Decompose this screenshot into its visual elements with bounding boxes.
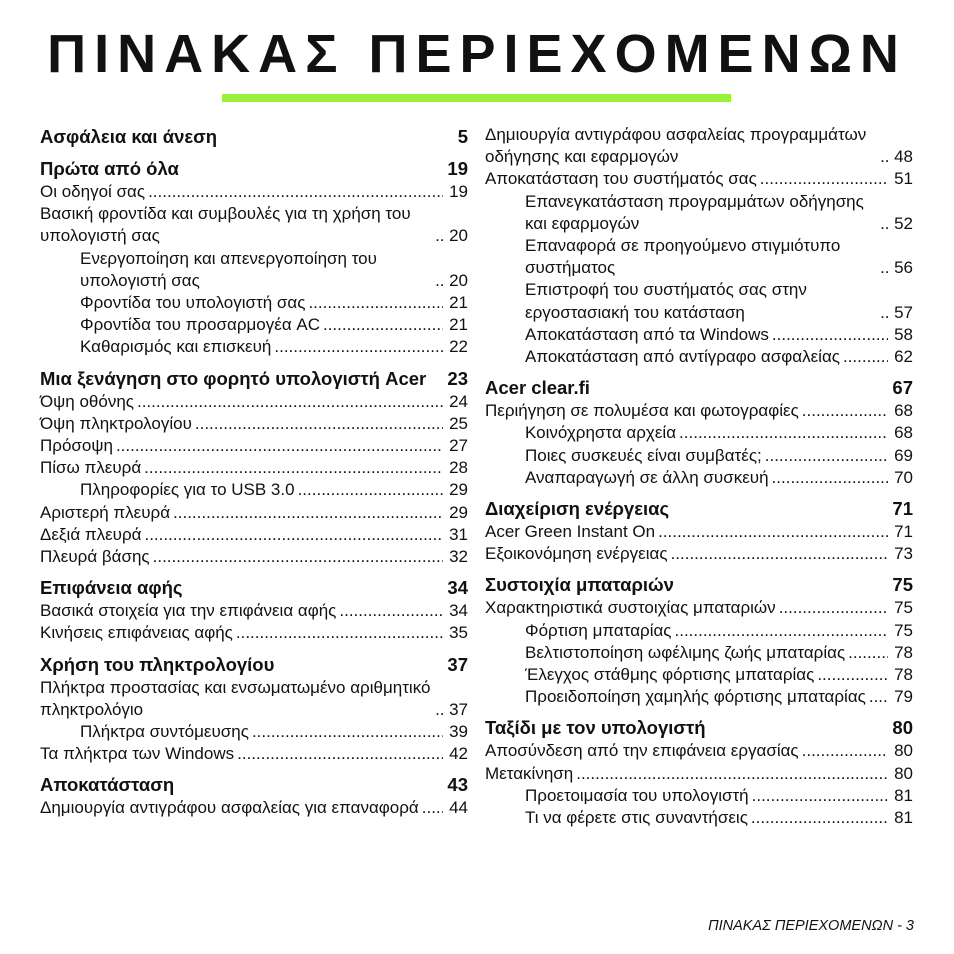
toc-right-column	[485, 124, 913, 829]
toc-entry-title: Αποσύνδεση από την επιφάνεια εργασίας	[485, 741, 799, 761]
toc-entry-title: Πληροφορίες για το USB 3.0	[80, 480, 295, 500]
toc-entry-title: Τα πλήκτρα των Windows	[40, 744, 235, 764]
toc-section-heading[interactable]	[40, 124, 468, 149]
dot-leader	[144, 457, 443, 479]
dot-leader	[148, 181, 443, 203]
toc-entry[interactable]	[485, 521, 913, 543]
toc-page-number: 80	[892, 717, 913, 739]
toc-page-number: 79	[894, 687, 913, 707]
toc-entry-title: Οι οδηγοί σας	[40, 182, 146, 201]
toc-entry[interactable]	[40, 622, 468, 644]
dot-leader	[802, 400, 888, 422]
toc-entry-title: Πρόσοψη	[40, 436, 113, 456]
dot-leader	[298, 479, 444, 501]
toc-entry[interactable]	[40, 248, 468, 292]
dot-leader	[435, 225, 443, 247]
toc-entry-title: Αποκατάσταση από τα Windows	[525, 324, 769, 344]
toc-entry-title: Επιστροφή του συστήματός σας στην εργοστασιακή του κατάσταση	[525, 280, 807, 322]
toc-page-number: 22	[449, 337, 468, 357]
toc-entry[interactable]	[40, 797, 468, 819]
toc-entry-title: Κινήσεις επιφάνειας αφής	[40, 623, 233, 643]
toc-page-number: 34	[449, 601, 468, 621]
dot-leader	[765, 445, 888, 467]
toc-entry[interactable]	[40, 413, 468, 435]
toc-entry[interactable]	[40, 203, 468, 247]
toc-page-number: 68	[894, 401, 913, 421]
toc-page-number: 20	[449, 226, 468, 246]
toc-page-number: 51	[894, 169, 913, 189]
toc-entry[interactable]	[485, 279, 913, 323]
toc-entry-title: Πλευρά βάσης	[40, 547, 150, 567]
toc-entry[interactable]	[40, 391, 468, 413]
toc-entry-title: Πρώτα από όλα	[40, 158, 179, 179]
toc-entry[interactable]	[485, 324, 913, 346]
toc-page-number: 43	[447, 774, 468, 796]
toc-entry[interactable]	[485, 346, 913, 368]
toc-page-number: 71	[892, 498, 913, 520]
toc-page-number: 28	[449, 458, 468, 478]
dot-leader	[274, 336, 443, 358]
toc-entry-title: Έλεγχος στάθμης φόρτισης μπαταρίας	[525, 665, 815, 685]
dot-leader	[252, 721, 443, 743]
toc-page-number: 48	[894, 147, 913, 167]
toc-entry-title: Βασική φροντίδα και συμβουλές για τη χρήση του υπολογιστή σας	[40, 204, 411, 246]
toc-entry[interactable]	[40, 546, 468, 568]
toc-page-number: 52	[894, 213, 913, 233]
toc-entry[interactable]	[485, 763, 913, 785]
toc-page-number: 32	[449, 547, 468, 567]
toc-page-number: 78	[894, 665, 913, 685]
dot-leader	[779, 597, 888, 619]
toc-entry-title: Προετοιμασία του υπολογιστή	[525, 785, 749, 805]
toc-entry-title: Acer clear.fi	[485, 377, 590, 399]
toc-entry[interactable]	[485, 422, 913, 444]
toc-entry-title: Αποκατάσταση	[40, 774, 175, 796]
toc-page-number: 70	[894, 467, 913, 487]
dot-leader	[772, 467, 889, 489]
toc-page-number: 19	[449, 182, 468, 201]
dot-leader	[752, 785, 888, 807]
toc-page-number: 21	[449, 293, 468, 313]
dot-leader	[760, 168, 888, 190]
toc-page-number: 75	[892, 574, 913, 596]
toc-page-number: 80	[894, 763, 913, 783]
toc-entry[interactable]	[485, 597, 913, 619]
toc-entry-title: Ταξίδι με τον υπολογιστή	[485, 717, 706, 739]
toc-entry[interactable]	[485, 664, 913, 686]
toc-entry[interactable]	[40, 677, 468, 721]
toc-page-number: 19	[447, 158, 468, 179]
toc-entry[interactable]	[40, 524, 468, 546]
toc-entry-title: Φροντίδα του προσαρμογέα AC	[80, 315, 320, 335]
page-title: ΠΙΝΑΚΑΣ ΠΕΡΙΕΧΟΜΕΝΩΝ	[47, 24, 907, 84]
toc-page-number: 23	[447, 367, 468, 389]
dot-leader	[339, 600, 443, 622]
toc-entry[interactable]	[485, 124, 913, 168]
toc-page-number: 57	[894, 302, 913, 322]
toc-entry-title: Βασικά στοιχεία για την επιφάνεια αφής	[40, 601, 337, 621]
toc-section-heading[interactable]	[485, 375, 913, 400]
toc-page-number: 75	[894, 620, 913, 640]
dot-leader	[435, 699, 443, 721]
toc-page-number: 24	[449, 391, 468, 411]
toc-entry[interactable]	[40, 336, 468, 358]
toc-page-number: 42	[449, 744, 468, 764]
dot-leader	[802, 740, 888, 762]
toc-entry-title: Επιφάνεια αφής	[40, 577, 183, 599]
dot-leader	[880, 257, 888, 279]
toc-entry-title: Ποιες συσκευές είναι συμβατές;	[525, 445, 762, 465]
dot-leader	[679, 422, 888, 444]
toc-page-number: 71	[894, 522, 913, 542]
toc-page-number: 31	[449, 524, 468, 544]
dot-leader	[843, 346, 888, 368]
dot-leader	[153, 546, 443, 568]
toc-entry-title: Μετακίνηση	[485, 763, 574, 783]
toc-section-heading[interactable]	[40, 772, 468, 797]
toc-page-number: 81	[894, 808, 913, 828]
toc-entry-title: Ενεργοποίηση και απενεργοποίηση του υπολογιστή σας	[80, 248, 377, 290]
dot-leader	[675, 620, 889, 642]
toc-page-number: 39	[449, 722, 468, 742]
toc-entry-title: Όψη πληκτρολογίου	[40, 413, 192, 433]
toc-entry-title: Δεξιά πλευρά	[40, 524, 142, 544]
toc-entry[interactable]	[40, 435, 468, 457]
toc-entry[interactable]	[485, 445, 913, 467]
toc-page-number: 75	[894, 598, 913, 618]
dot-leader	[195, 413, 443, 435]
page-footer: ΠΙΝΑΚΑΣ ΠΕΡΙΕΧΟΜΕΝΩΝ - 3	[708, 918, 914, 934]
toc-entry[interactable]	[485, 543, 913, 565]
toc-entry-title: Ασφάλεια και άνεση	[40, 126, 218, 147]
toc-entry-title: Μια ξενάγηση στο φορητό υπολογιστή Acer	[40, 367, 427, 389]
toc-page-number: 20	[449, 270, 468, 290]
toc-entry-title: Αποκατάσταση από αντίγραφο ασφαλείας	[525, 347, 840, 367]
toc-entry-title: Εξοικονόμηση ενέργειας	[485, 544, 668, 564]
toc-entry-title: Φροντίδα του υπολογιστή σας	[80, 293, 306, 313]
toc-entry[interactable]	[485, 235, 913, 279]
toc-section-heading[interactable]	[40, 575, 468, 600]
dot-leader	[323, 314, 443, 336]
toc-page-number: 29	[449, 502, 468, 522]
toc-entry-title: Αποκατάσταση του συστήματός σας	[485, 169, 757, 189]
toc-entry[interactable]	[485, 191, 913, 235]
toc-entry-title: Βελτιστοποίηση ωφέλιμης ζωής μπαταρίας	[525, 642, 846, 662]
toc-entry[interactable]	[40, 457, 468, 479]
toc-entry-title: Χρήση του πληκτρολογίου	[40, 653, 275, 675]
toc-entry[interactable]	[40, 181, 468, 203]
toc-section-heading[interactable]	[40, 652, 468, 677]
toc-entry-title: Επαναφορά σε προηγούμενο στιγμιότυπο συστήματος	[525, 236, 841, 278]
toc-entry-title: Δημιουργία αντιγράφου ασφαλείας για επαναφορά	[40, 798, 419, 818]
toc-entry-title: Αριστερή πλευρά	[40, 502, 171, 522]
dot-leader	[137, 391, 443, 413]
dot-leader	[237, 743, 443, 765]
toc-entry-title: Επανεγκατάσταση προγραμμάτων οδήγησης και εφαρμογών	[525, 191, 864, 233]
dot-leader	[671, 543, 889, 565]
toc-entry-title: Κοινόχρηστα αρχεία	[525, 423, 677, 443]
toc-page-number: 25	[449, 413, 468, 433]
toc-section-heading[interactable]	[40, 156, 468, 181]
dot-leader	[880, 302, 888, 324]
toc-page-number: 67	[892, 377, 913, 399]
toc-entry-title: Όψη οθόνης	[40, 391, 134, 411]
toc-entry[interactable]	[485, 620, 913, 642]
toc-entry[interactable]	[485, 168, 913, 190]
toc-page-number: 80	[894, 741, 913, 761]
toc-entry[interactable]	[40, 600, 468, 622]
toc-page-number: 58	[894, 324, 913, 344]
toc-entry[interactable]	[40, 479, 468, 501]
toc-entry-title: Αναπαραγωγή σε άλλη συσκευή	[525, 467, 769, 487]
title-underline	[222, 94, 731, 102]
dot-leader	[435, 270, 443, 292]
toc-entry[interactable]	[485, 400, 913, 422]
toc-entry-title: Πλήκτρα προστασίας και ενσωματωμένο αριθμητικό πληκτρολόγιο	[40, 677, 431, 719]
toc-page-number: 37	[449, 699, 468, 719]
dot-leader	[422, 797, 443, 819]
toc-page-number: 78	[894, 642, 913, 662]
toc-entry-title: Χαρακτηριστικά συστοιχίας μπαταριών	[485, 598, 776, 618]
toc-page-number: 62	[894, 347, 913, 367]
dot-leader	[173, 502, 443, 524]
toc-page-number: 27	[449, 436, 468, 456]
dot-leader	[880, 213, 888, 235]
dot-leader	[751, 807, 888, 829]
dot-leader	[576, 763, 888, 785]
toc-page-number: 73	[894, 544, 913, 564]
toc-page-number: 35	[449, 623, 468, 643]
toc-entry[interactable]	[40, 292, 468, 314]
dot-leader	[817, 664, 888, 686]
dot-leader	[308, 292, 443, 314]
dot-leader	[848, 642, 888, 664]
toc-section-heading[interactable]	[485, 572, 913, 597]
toc-page-number: 29	[449, 480, 468, 500]
dot-leader	[869, 686, 888, 708]
dot-leader	[116, 435, 443, 457]
toc-entry[interactable]	[485, 807, 913, 829]
toc-page-number: 81	[894, 785, 913, 805]
toc-entry[interactable]	[485, 740, 913, 762]
toc-left-column	[40, 124, 468, 820]
toc-entry[interactable]	[40, 314, 468, 336]
toc-entry[interactable]	[485, 467, 913, 489]
toc-entry[interactable]	[485, 785, 913, 807]
toc-page-number: 5	[457, 126, 468, 147]
toc-entry[interactable]	[40, 743, 468, 765]
toc-entry-title: Καθαρισμός και επισκευή	[80, 337, 272, 357]
toc-page-number: 34	[447, 577, 468, 599]
toc-entry-title: Πίσω πλευρά	[40, 458, 142, 478]
toc-section-heading[interactable]	[40, 366, 468, 391]
toc-entry-title: Προειδοποίηση χαμηλής φόρτισης μπαταρίας	[525, 687, 866, 707]
toc-entry-title: Περιήγηση σε πολυμέσα και φωτογραφίες	[485, 401, 799, 421]
toc-page-number: 69	[894, 445, 913, 465]
toc-section-heading[interactable]	[485, 496, 913, 521]
toc-entry-title: Φόρτιση μπαταρίας	[525, 620, 672, 640]
toc-page-number: 56	[894, 258, 913, 278]
toc-page-number: 44	[449, 798, 468, 818]
toc-entry-title: Συστοιχία μπαταριών	[485, 574, 674, 596]
dot-leader	[880, 146, 888, 168]
dot-leader	[236, 622, 443, 644]
toc-entry[interactable]	[40, 721, 468, 743]
dot-leader	[772, 324, 888, 346]
toc-page-number: 37	[447, 653, 468, 675]
toc-entry[interactable]	[485, 686, 913, 708]
dot-leader	[144, 524, 443, 546]
toc-page-number: 21	[449, 315, 468, 335]
dot-leader	[658, 521, 888, 543]
toc-entry[interactable]	[485, 642, 913, 664]
toc-page-number: 68	[894, 423, 913, 443]
toc-section-heading[interactable]	[485, 715, 913, 740]
toc-entry-title: Acer Green Instant On	[485, 522, 656, 542]
toc-entry-title: Δημιουργία αντιγράφου ασφαλείας προγραμμάτων οδήγησης και εφαρμογών	[485, 125, 867, 167]
toc-entry[interactable]	[40, 502, 468, 524]
toc-entry-title: Διαχείριση ενέργειας	[485, 498, 670, 520]
toc-entry-title: Τι να φέρετε στις συναντήσεις	[525, 808, 748, 828]
toc-entry-title: Πλήκτρα συντόμευσης	[80, 722, 249, 742]
